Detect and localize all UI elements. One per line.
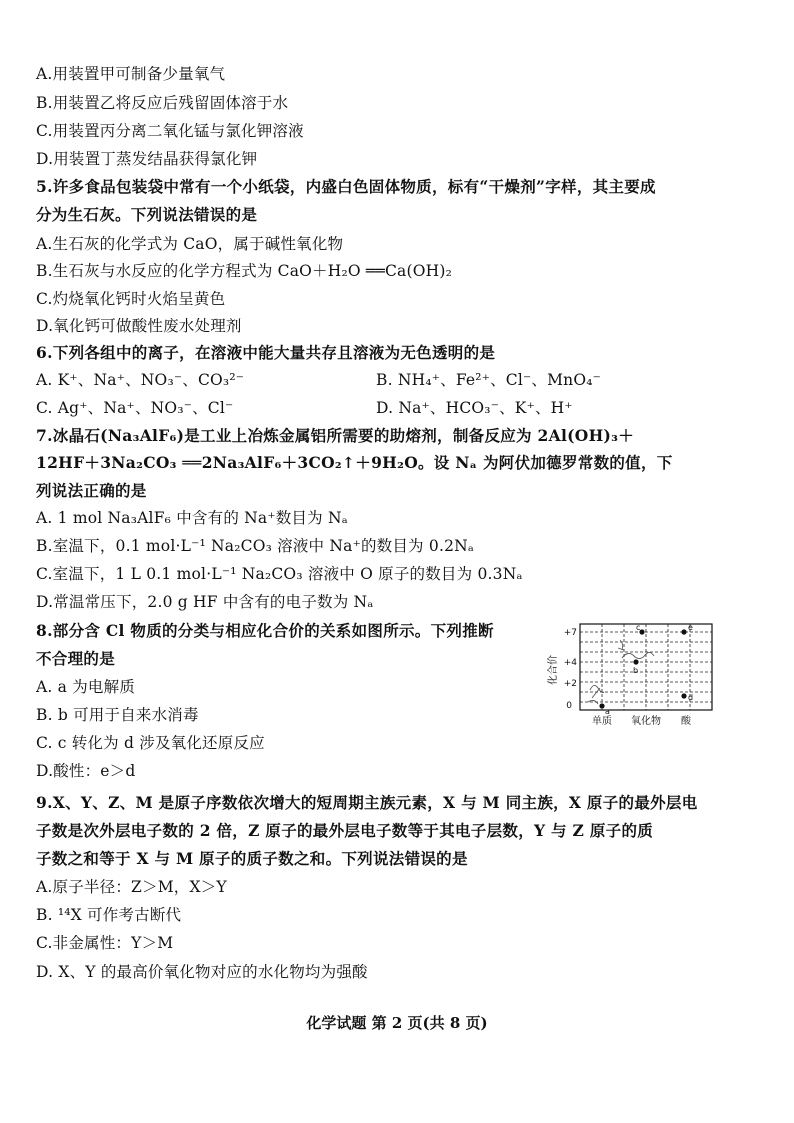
pencil-scribble-top: [618, 640, 624, 650]
q5-option-d: D.氧化钙可做酸性废水处理剂: [36, 317, 242, 335]
q7-stem-line-2: 12HF＋3Na₂CO₃ ══2Na₃AlF₆＋3CO₂↑＋9H₂O。设 Nₐ 为阿伏加德罗常数的值，下: [36, 453, 673, 472]
q9-option-d: D. X、Y 的最高价氧化物对应的水化物均为强酸: [36, 963, 368, 981]
point-a: [599, 703, 604, 708]
y-axis-label: 化合价: [548, 655, 559, 685]
q8-option-d: D.酸性：e＞d: [36, 762, 136, 780]
q5-option-a: A.生石灰的化学式为 CaO，属于碱性氧化物: [36, 235, 344, 253]
q7-option-a: A. 1 mol Na₃AlF₆ 中含有的 Na⁺数目为 Nₐ: [36, 509, 348, 527]
q9-option-a: A.原子半径：Z＞M，X＞Y: [36, 878, 227, 896]
q5-option-b: B.生石灰与水反应的化学方程式为 CaO＋H₂O ══Ca(OH)₂: [36, 262, 453, 280]
q6-option-a: A. K⁺、Na⁺、NO₃⁻、CO₃²⁻: [36, 371, 245, 389]
q4-option-b: B.用装置乙将反应后残留固体溶于水: [36, 94, 289, 112]
q8-option-b: B. b 可用于自来水消毒: [36, 706, 199, 724]
point-e-label: e: [688, 623, 693, 632]
y-tick-plus2: +2: [563, 679, 577, 689]
y-tick-zero: 0: [566, 701, 572, 711]
q9-stem-line-3: 子数之和等于 X 与 M 原子的质子数之和。下列说法错误的是: [36, 849, 468, 868]
q6-option-d: D. Na⁺、HCO₃⁻、K⁺、H⁺: [376, 399, 573, 417]
q7-stem-line-3: 列说法正确的是: [36, 481, 147, 500]
q6-stem: 6.下列各组中的离子，在溶液中能大量共存且溶液为无色透明的是: [36, 343, 496, 362]
q7-option-d: D.常温常压下，2.0 g HF 中含有的电子数为 Nₐ: [36, 593, 374, 611]
vertical-gridlines: [602, 624, 690, 710]
q9-option-b: B. ¹⁴X 可作考古断代: [36, 906, 182, 924]
x-label-elemental: 单质: [592, 716, 612, 727]
q8-option-a: A. a 为电解质: [36, 678, 136, 696]
q8-stem-line-1: 8.部分含 Cl 物质的分类与相应化合价的关系如图所示。下列推断: [36, 621, 494, 640]
q7-option-b: B.室温下，0.1 mol·L⁻¹ Na₂CO₃ 溶液中 Na⁺的数目为 0.2Nₐ: [36, 537, 475, 555]
q5-stem-line-2: 分为生石灰。下列说法错误的是: [36, 205, 258, 224]
q9-stem-line-2: 子数是次外层电子数的 2 倍，Z 原子的最外层电子数等于其电子层数，Y 与 Z 原子的质: [36, 821, 654, 840]
point-d: [681, 693, 686, 698]
q8-option-c: C. c 转化为 d 涉及氧化还原反应: [36, 734, 265, 752]
q6-option-b: B. NH₄⁺、Fe²⁺、Cl⁻、MnO₄⁻: [376, 371, 602, 389]
point-b: [633, 659, 638, 664]
q7-option-c: C.室温下，1 L 0.1 mol·L⁻¹ Na₂CO₃ 溶液中 O 原子的数目为 0.3Nₐ: [36, 565, 523, 583]
y-tick-plus7: +7: [563, 628, 577, 638]
x-label-acid: 酸: [681, 716, 691, 727]
q7-stem-line-1: 7.冰晶石(Na₃AlF₆)是工业上冶炼金属铝所需要的助熔剂，制备反应为 2Al(OH)₃＋: [36, 426, 635, 445]
x-label-oxide: 氧化物: [631, 716, 661, 727]
q6-option-c: C. Ag⁺、Na⁺、NO₃⁻、Cl⁻: [36, 399, 234, 417]
point-c-label: c: [636, 623, 641, 632]
valence-class-diagram: [548, 618, 725, 730]
q8-stem-line-2: 不合理的是: [36, 649, 116, 668]
point-e: [681, 629, 686, 634]
q9-option-c: C.非金属性：Y＞M: [36, 934, 174, 952]
page-footer: 化学试题 第 2 页(共 8 页): [306, 1014, 488, 1032]
y-tick-plus4: +4: [563, 658, 577, 668]
q5-option-c: C.灼烧氧化钙时火焰呈黄色: [36, 290, 226, 308]
q4-option-a: A.用装置甲可制备少量氧气: [36, 65, 226, 83]
point-b-label: b: [633, 666, 639, 675]
valence-class-diagram-svg: [548, 618, 725, 730]
q4-option-d: D.用装置丁蒸发结晶获得氯化钾: [36, 150, 258, 168]
point-a-label: a: [605, 707, 610, 716]
q5-stem-line-1: 5.许多食品包装袋中常有一个小纸袋，内盛白色固体物质，标有“干燥剂”字样，其主要成: [36, 177, 656, 196]
q9-stem-line-1: 9.X、Y、Z、M 是原子序数依次增大的短周期主族元素，X 与 M 同主族，X 原子的最外层电: [36, 793, 698, 812]
pencil-scribble-left: [588, 685, 604, 704]
q4-option-c: C.用装置丙分离二氧化锰与氯化钾溶液: [36, 122, 304, 140]
pencil-scribble-center: [622, 652, 654, 658]
point-d-label: d: [688, 693, 694, 702]
